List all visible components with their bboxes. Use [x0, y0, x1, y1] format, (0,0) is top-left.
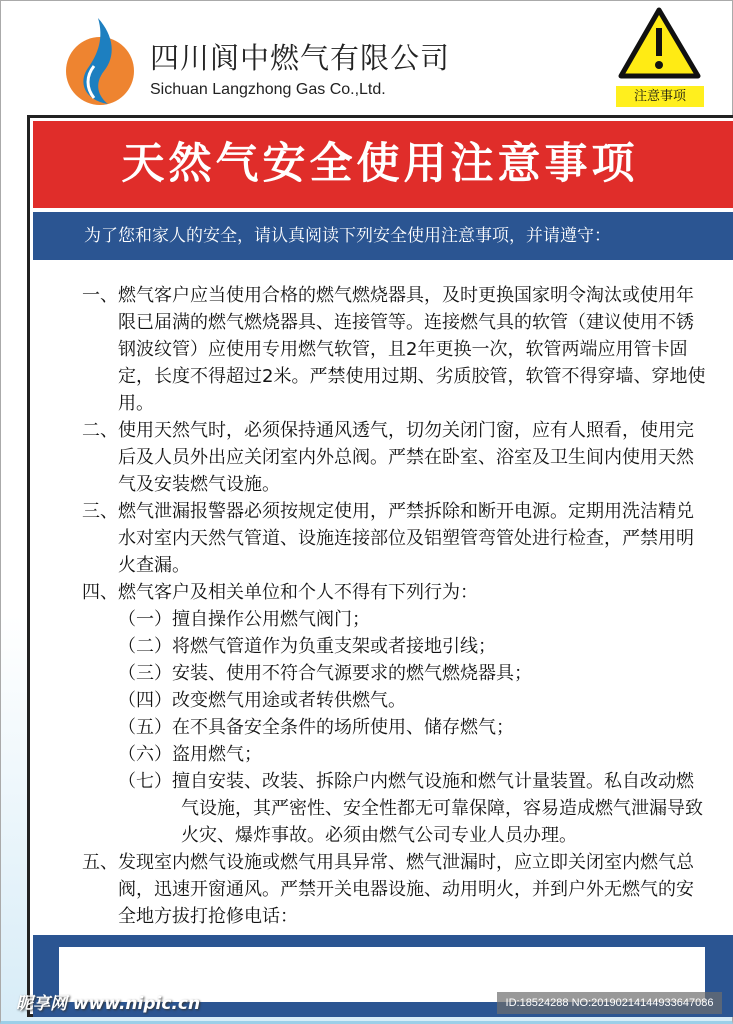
sub-item-3: （三）安装、使用不符合气源要求的燃气燃烧器具； [118, 663, 532, 684]
image-id: ID:18524288 NO:20190214144933647086 [497, 992, 722, 1014]
warning-label: 注意事项 [616, 86, 704, 107]
sub-item-4: （四）改变燃气用途或者转供燃气。 [118, 690, 406, 711]
notice-subtitle: 为了您和家人的安全，请认真阅读下列安全使用注意事项，并请遵守： [33, 212, 733, 260]
notice-body [82, 282, 707, 930]
item-2: 二、使用天然气时，必须保持通风透气，切勿关闭门窗，应有人照看，使用完后及人员外出应关闭室内外总阀。严禁在卧室、浴室及卫生间内使用天然气及安装燃气设施。 [82, 420, 694, 495]
company-name-en: Sichuan Langzhong Gas Co.,Ltd. [150, 81, 386, 98]
notice-title: 天然气安全使用注意事项 [33, 121, 733, 208]
company-logo-flame-icon [64, 16, 136, 106]
item-3: 三、燃气泄漏报警器必须按规定使用，严禁拆除和断开电源。定期用洗洁精兑水对室内天然气管道、设施连接部位及铝塑管弯管处进行检查，严禁用明火查漏。 [82, 501, 694, 576]
company-name-cn: 四川阆中燃气有限公司 [150, 41, 451, 75]
sub-item-2: （二）将燃气管道作为负重支架或者接地引线； [118, 636, 496, 657]
sub-item-1: （一）擅自操作公用燃气阀门； [118, 609, 370, 630]
watermark: 昵享网 www.nipic.cn [16, 994, 201, 1014]
warning-triangle-icon [617, 6, 702, 80]
sub-item-6: （六）盗用燃气； [118, 744, 262, 765]
sub-item-7: （七）擅自安装、改装、拆除户内燃气设施和燃气计量装置。私自改动燃气设施，其严密性、安全性都无可靠保障，容易造成燃气泄漏导致火灾、爆炸事故。必须由燃气公司专业人员办理。 [118, 771, 703, 846]
item-5: 五、发现室内燃气设施或燃气用具异常、燃气泄漏时，应立即关闭室内燃气总阀，迅速开窗通风。严禁开关电器设施、动用明火，并到户外无燃气的安全地方拔打抢修电话： [82, 852, 694, 927]
sub-item-5: （五）在不具备安全条件的场所使用、储存燃气； [118, 717, 514, 738]
item-1: 一、燃气客户应当使用合格的燃气燃烧器具，及时更换国家明令淘汰或使用年限已届满的燃气燃烧器具、连接管等。连接燃气具的软管（建议使用不锈钢波纹管）应使用专用燃气软管，且2年更换一次，软管两端应用管卡固定，长度不得超过2米。严禁使用过期、劣质胶管，软管不得穿墙、穿地使用。 [82, 285, 706, 414]
item-4: 四、燃气客户及相关单位和个人不得有下列行为： [82, 582, 478, 603]
